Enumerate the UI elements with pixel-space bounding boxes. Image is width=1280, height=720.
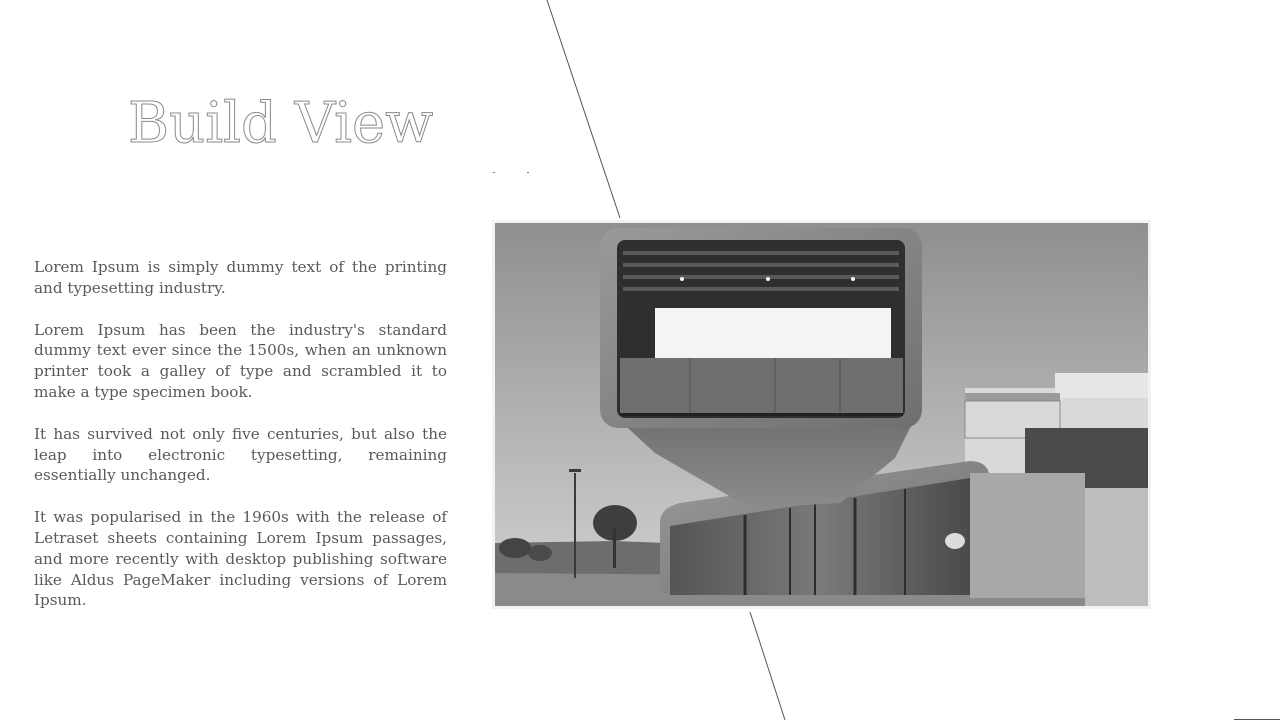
decorative-dot: [493, 172, 495, 173]
paragraph: It has survived not only five centuries, but also the leap into electronic typesetting, remaining essentially unchanged.: [34, 424, 447, 485]
building-photo: [495, 223, 1148, 606]
photo-frame: [492, 220, 1151, 609]
paragraph: Lorem Ipsum has been the industry's standard dummy text ever since the 1500s, when an unknown printer took a galley of type and scrambled it to make a type specimen book.: [34, 320, 447, 401]
paragraph: Lorem Ipsum is simply dummy text of the printing and typesetting industry.: [34, 258, 447, 297]
slide-title: Build View: [128, 91, 434, 156]
body-text: [34, 257, 447, 632]
paragraph: It was popularised in the 1960s with the release of Letraset sheets containing Lorem Ipsum passages, and more recently with desktop publishing software like Aldus PageMaker including versions of Lorem Ipsum.: [34, 508, 447, 610]
decorative-dot: [527, 172, 529, 173]
